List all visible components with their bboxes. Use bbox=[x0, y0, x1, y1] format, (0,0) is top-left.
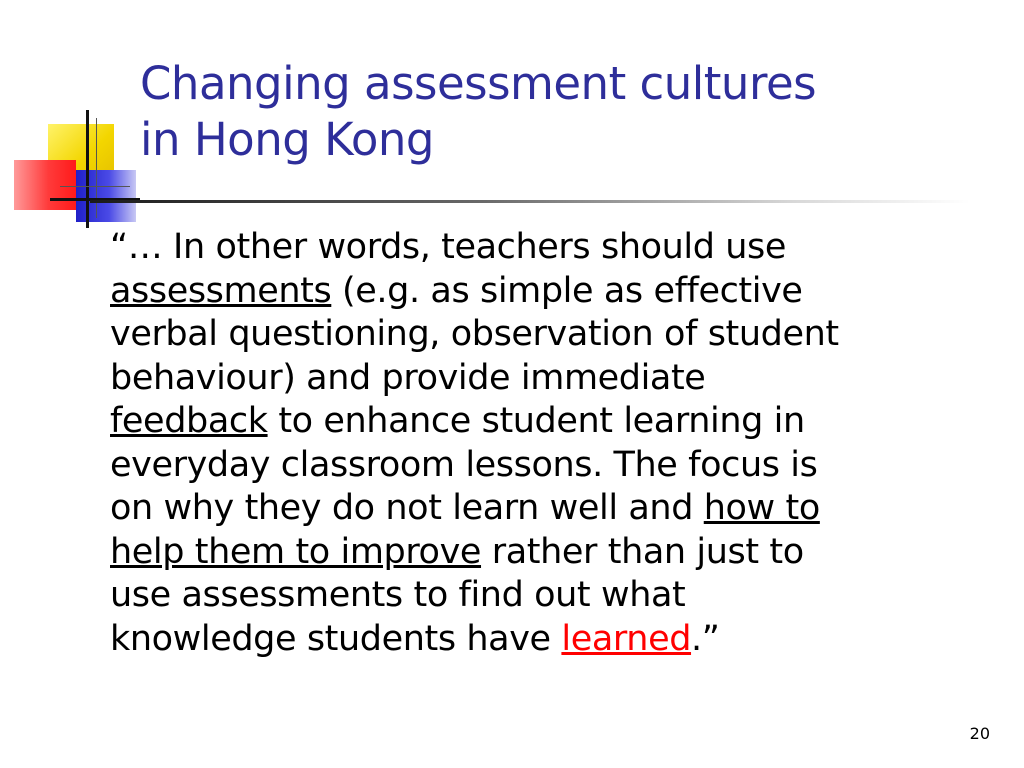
page-number: 20 bbox=[969, 724, 990, 743]
quote-text: to enhance student learning in bbox=[267, 401, 805, 441]
decorative-squares-logo bbox=[0, 0, 150, 240]
underlined-phrase-how-to: how to bbox=[703, 488, 820, 528]
logo-vertical-line-thin bbox=[96, 118, 97, 218]
quote-text: verbal questioning, observation of student bbox=[110, 314, 839, 354]
quote-line bbox=[110, 618, 990, 662]
underlined-term-feedback: feedback bbox=[110, 401, 268, 441]
quote-line bbox=[110, 487, 990, 531]
quote-text: behaviour) and provide immediate bbox=[110, 357, 706, 398]
slide-title bbox=[140, 56, 960, 168]
quote-text: everyday classroom lessons. The focus is bbox=[110, 444, 818, 485]
quote-line bbox=[110, 226, 990, 270]
quote-text: on why they do not learn well and bbox=[110, 488, 704, 528]
quote-line bbox=[110, 400, 990, 444]
title-divider bbox=[90, 200, 970, 203]
slide-title-line-2: in Hong Kong bbox=[140, 113, 434, 166]
red-square bbox=[14, 160, 76, 210]
logo-horizontal-line-thin bbox=[60, 186, 130, 187]
underlined-term-assessments: assessments bbox=[110, 270, 332, 311]
quote-body bbox=[110, 226, 990, 661]
quote-line bbox=[110, 574, 990, 618]
quote-line bbox=[110, 357, 990, 401]
underlined-red-term-learned: learned bbox=[561, 618, 692, 659]
slide-title-line-1: Changing assessment cultures bbox=[140, 57, 817, 110]
quote-line bbox=[110, 444, 990, 488]
quote-text: use assessments to find out what bbox=[110, 575, 686, 615]
underlined-phrase-help-improve: help them to improve bbox=[110, 531, 482, 572]
quote-text: “… In other words, teachers should use bbox=[110, 227, 787, 267]
logo-vertical-line bbox=[86, 110, 89, 228]
quote-line bbox=[110, 270, 990, 314]
quote-text: (e.g. as simple as effective bbox=[331, 270, 803, 311]
quote-line bbox=[110, 531, 990, 575]
quote-text: .” bbox=[691, 618, 720, 659]
quote-line bbox=[110, 313, 990, 357]
quote-text: knowledge students have bbox=[110, 618, 562, 659]
quote-text: rather than just to bbox=[481, 531, 804, 572]
blue-square bbox=[76, 170, 136, 222]
